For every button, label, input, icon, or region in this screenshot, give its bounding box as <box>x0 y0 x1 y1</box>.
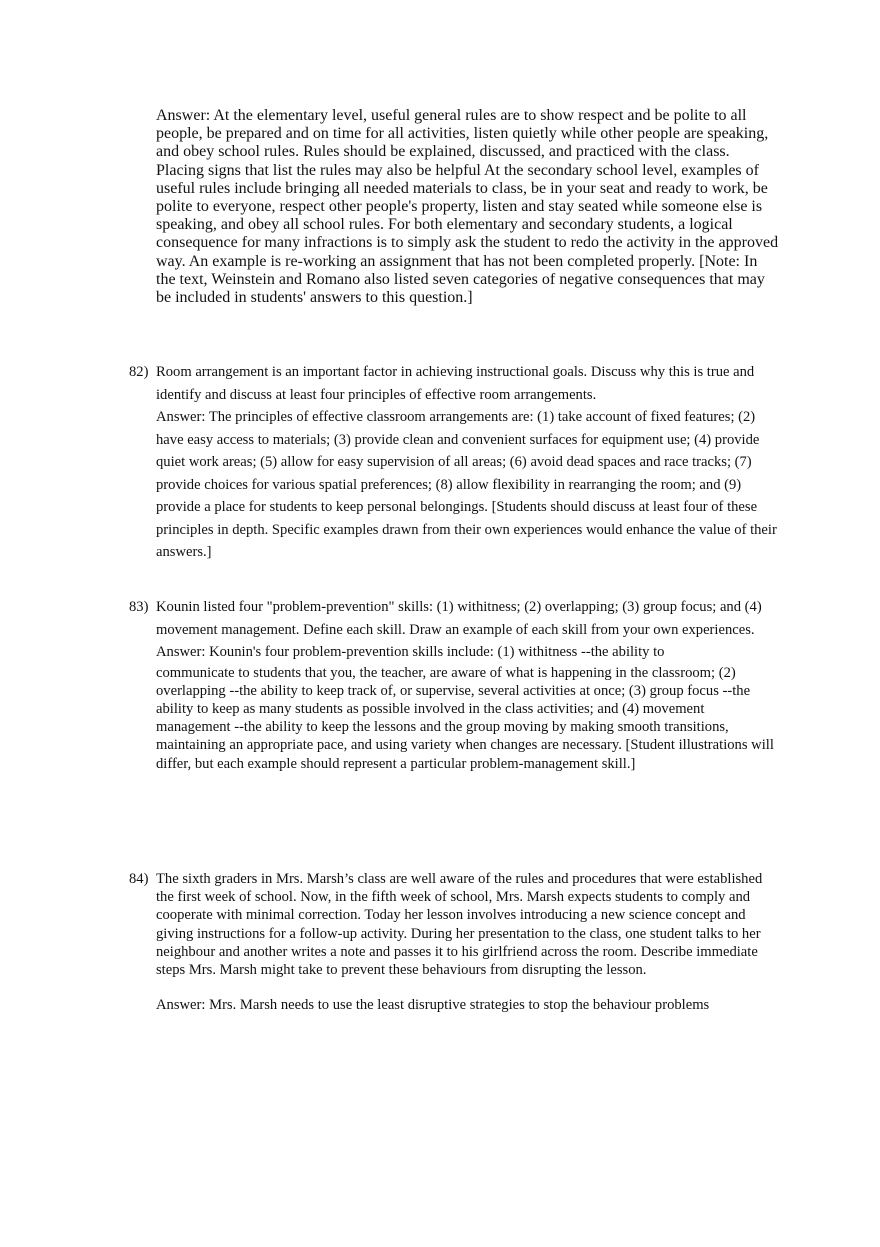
question-83-body <box>156 596 779 773</box>
question-83 <box>129 596 779 773</box>
question-83-row <box>129 596 779 773</box>
question-84-answer: Answer: Mrs. Marsh needs to use the least disruptive strategies to stop the behaviour problems <box>156 997 710 1014</box>
question-82-text: Room arrangement is an important factor in achieving instructional goals. Discuss why this is true and identify and discuss at least four principles of effective room arrangements. <box>156 364 755 403</box>
question-84-body <box>156 870 779 1014</box>
question-82-row <box>129 361 779 564</box>
question-82-body <box>156 361 779 564</box>
question-82-answer: Answer: The principles of effective classroom arrangements are: (1) take account of fixed features; (2) have easy access to materials; (3) provide clean and convenient surfaces for equipment use; (4) provide quiet work areas; (5) allow for easy supervision of all areas; (6) avoid dead spaces and race tracks; (7) provide choices for various spatial preferences; (8) allow flexibility in rearranging the room; and (9) provide a place for students to keep personal belongings. [Students should discuss at least four of these principles in depth. Specific examples drawn from their own experiences would enhance the value of their answers.] <box>156 409 777 560</box>
question-84-number: 84) <box>129 871 149 887</box>
question-83-text: Kounin listed four "problem-prevention" skills: (1) withitness; (2) overlapping; (3) group focus; and (4) movement management. Define each skill. Draw an example of each skill from your own experiences. <box>156 599 762 638</box>
question-83-answer-rest: communicate to students that you, the teacher, are aware of what is happening in the classroom; (2) overlapping --the ability to keep track of, or supervise, several activities at once; (3) group focus --the ability to keep as many students as possible involved in the class activities; and (4) movement management --the ability to keep the lessons and the group moving by making smooth transitions, maintaining an appropriate pace, and using variety when changes are necessary. [Student illustrations will differ, but each example should represent a particular problem-management skill.] <box>156 664 774 772</box>
previous-answer <box>129 107 779 307</box>
question-84-row <box>129 870 779 1014</box>
previous-answer-text: Answer: At the elementary level, useful general rules are to show respect and be polite to all people, be prepared and on time for all activities, listen quietly while other people are speaking, and obey school rules. Rules should be explained, discussed, and practiced with the class. Placing signs that list the rules may also be helpful At the secondary school level, examples of useful rules include bringing all needed materials to class, be in your seat and ready to work, be polite to everyone, respect other people's property, listen and stay seated while someone else is speaking, and obey all school rules. For both elementary and secondary students, a logical consequence for many infractions is to simply ask the student to redo the activity in the approved way. An example is re-working an assignment that has not been completed properly. [Note: In the text, Weinstein and Romano also listed seven categories of negative consequences that may be included in students' answers to this question.] <box>156 107 779 307</box>
question-83-number: 83) <box>129 599 149 615</box>
question-84 <box>129 870 779 1014</box>
question-83-answer-lead: Answer: Kounin's four problem-prevention skills include: (1) withitness --the ability to <box>156 644 665 660</box>
question-84-text: The sixth graders in Mrs. Marsh’s class are well aware of the rules and procedures that were established the first week of school. Now, in the fifth week of school, Mrs. Marsh expects students to comply and cooperate with minimal correction. Today her lesson involves introducing a new science concept and giving instructions for a follow-up activity. During her presentation to the class, one student talks to her neighbour and another writes a note and passes it to his girlfriend across the room. Describe immediate steps Mrs. Marsh might take to prevent these behaviours from disrupting the lesson. <box>156 871 763 979</box>
question-82 <box>129 361 779 564</box>
question-82-number: 82) <box>129 364 149 380</box>
